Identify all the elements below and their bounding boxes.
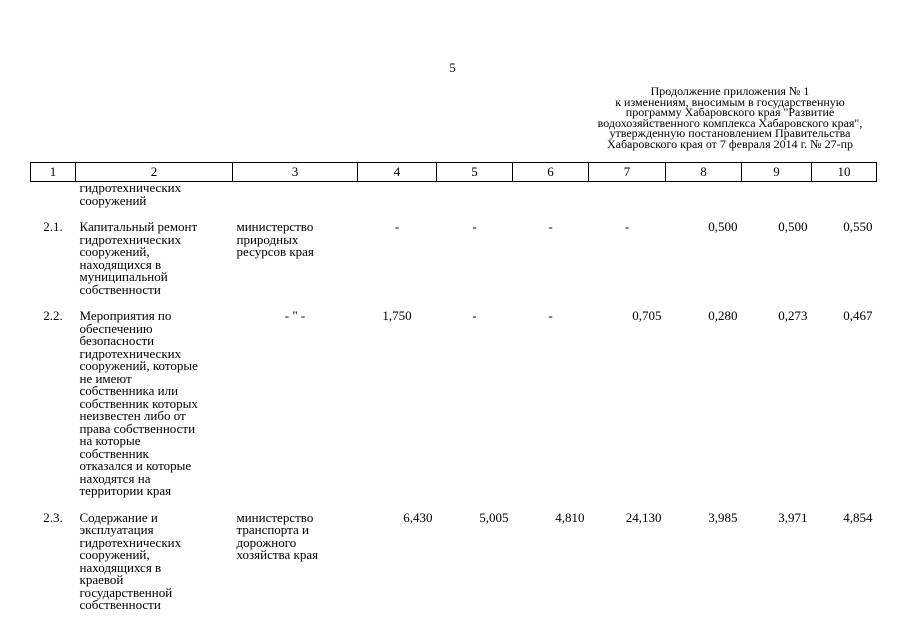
activity-name (76, 215, 233, 304)
value-cell: 4,854 (843, 509, 873, 525)
appendix-line: программу Хабаровского края "Развитие (625, 105, 835, 119)
text-line: обеспечению (79, 320, 153, 336)
value-cell: - (394, 219, 400, 234)
appendix-line: к изменениям, вносимым в государственную (615, 94, 845, 109)
text-line: гидротехнических (79, 534, 182, 550)
value-cell: - (548, 219, 553, 234)
appendix-line: утвержденную постановлением Правительства (609, 126, 851, 140)
appendix-header (585, 86, 875, 149)
table-row (31, 304, 877, 506)
value-cell: 24,130 (625, 509, 662, 525)
continued-text (76, 182, 233, 216)
continued-row (31, 182, 877, 216)
appendix-line: водохозяйственного комплекса Хабаровского края", (597, 115, 863, 130)
column-header: 3 (233, 163, 358, 182)
text-line: Содержание и (79, 509, 158, 525)
text-line: - " - (284, 308, 306, 323)
text-line: собственности (79, 597, 161, 612)
activity-name (76, 506, 233, 620)
text-line: сооружений (79, 192, 147, 208)
value-cell: - (472, 308, 477, 323)
text-line: гидротехнических (79, 180, 182, 195)
value-cell: 0,467 (843, 308, 873, 323)
text-line: Капитальный ремонт (79, 219, 198, 234)
appendix-line: Продолжение приложения № 1 (650, 84, 810, 98)
value-cell: 0,500 (778, 219, 808, 234)
text-line: дорожного (236, 534, 297, 550)
text-line: транспорта и (236, 522, 309, 537)
value-cell: 0,273 (778, 308, 808, 323)
text-line: хозяйства края (236, 547, 319, 562)
text-line: находящихся в (79, 256, 162, 272)
executor (233, 215, 358, 304)
value-cell: 6,430 (403, 509, 433, 525)
column-header: 5 (437, 163, 513, 182)
page-number: 5 (449, 60, 456, 75)
text-line: отказался и которые (79, 458, 192, 473)
column-header: 7 (589, 163, 666, 182)
appendix-line: Хабаровского края от 7 февраля 2014 г. № 27-пр (606, 136, 854, 151)
table-row (31, 506, 877, 620)
row-number: 2.1. (43, 219, 63, 234)
value-cell: - (624, 219, 630, 234)
row-number: 2.2. (43, 308, 63, 323)
text-line: сооружений, (79, 244, 150, 259)
text-line: гидротехнических (79, 345, 182, 361)
text-line: государственной (79, 584, 173, 600)
value-cell: 3,971 (778, 509, 808, 525)
text-line: министерство (236, 509, 314, 525)
program-table (30, 162, 877, 620)
value-cell: 1,750 (382, 308, 412, 323)
executor (233, 304, 358, 506)
value-cell: 0,705 (632, 308, 662, 323)
text-line: права собственности (79, 420, 196, 436)
value-cell: 4,810 (555, 509, 585, 525)
value-cell: - (548, 308, 553, 323)
text-line: собственности (79, 281, 161, 297)
text-line: гидротехнических (79, 231, 182, 247)
column-header: 2 (76, 163, 233, 182)
text-line: муниципальной (79, 269, 168, 284)
column-header: 4 (358, 163, 437, 182)
text-line: эксплуатация (79, 522, 154, 537)
text-line: неизвестен либо от (79, 408, 186, 423)
column-header: 1 (31, 163, 76, 182)
value-cell: 0,280 (708, 308, 738, 323)
text-line: природных (236, 231, 299, 247)
text-line: министерство (236, 219, 314, 234)
text-line: на которые (79, 433, 141, 448)
text-line: ресурсов края (236, 244, 314, 259)
column-number-header (31, 163, 877, 182)
text-line: находящихся в (79, 559, 162, 575)
row-number: 2.3. (43, 509, 63, 525)
activity-name (76, 304, 233, 506)
column-header: 8 (666, 163, 742, 182)
value-cell: - (472, 219, 477, 234)
executor (233, 506, 358, 620)
text-line: собственник которых (79, 395, 198, 411)
table-row (31, 215, 877, 304)
column-header: 10 (812, 163, 877, 182)
text-line: находятся на (79, 470, 151, 486)
column-header: 9 (742, 163, 812, 182)
text-line: безопасности (79, 333, 155, 348)
value-cell: 3,985 (708, 509, 738, 525)
text-line: собственника или (79, 383, 179, 398)
text-line: не имеют (79, 370, 132, 386)
column-header: 6 (513, 163, 589, 182)
value-cell: 5,005 (479, 509, 509, 525)
text-line: территории края (79, 483, 172, 498)
text-line: Мероприятия по (79, 308, 172, 323)
value-cell: 0,550 (843, 219, 873, 234)
text-line: краевой (79, 572, 124, 587)
value-cell: 0,500 (708, 219, 738, 234)
text-line: сооружений, (79, 547, 150, 562)
text-line: собственник (79, 445, 149, 461)
text-line: сооружений, которые (79, 358, 198, 373)
